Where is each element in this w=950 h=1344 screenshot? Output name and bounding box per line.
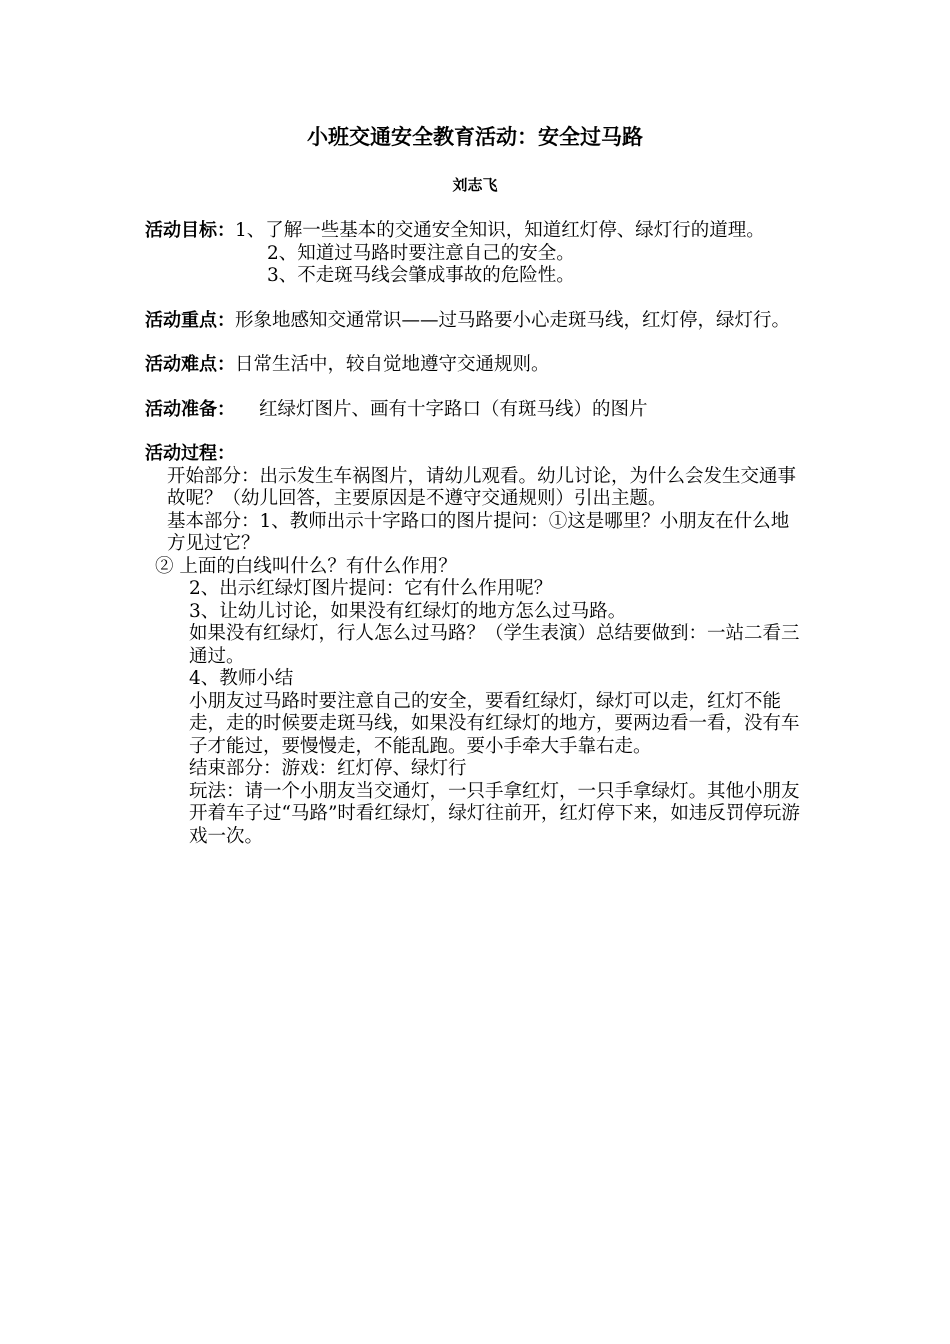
focus-paragraph	[145, 310, 805, 333]
process-paragraph: ② 上面的白线叫什么？有什么作用？	[155, 555, 457, 577]
goals-label: 活动目标：	[145, 220, 235, 241]
preparation-paragraph	[145, 399, 805, 422]
process-paragraph: 2、出示红绿灯图片提问：它有什么作用呢？	[189, 578, 553, 599]
focus-text: 形象地感知交通常识——过马路要小心走斑马线，红灯停，绿灯行。	[235, 309, 791, 331]
goal-item-3: 3、不走斑马线会肇成事故的危险性。	[267, 265, 575, 286]
difficulty-text: 日常生活中，较自觉地遵守交通规则。	[235, 354, 550, 375]
author-name: 刘志飞	[452, 176, 498, 194]
process-paragraph: 如果没有红绿灯，行人怎么过马路？（学生表演）总结要做到：一站二看三通过。	[189, 623, 800, 667]
preparation-label: 活动准备：	[145, 398, 235, 420]
difficulty-label: 活动难点：	[145, 354, 235, 375]
document-body	[145, 220, 805, 848]
document-title: 小班交通安全教育活动：安全过马路	[307, 125, 643, 149]
process-paragraph: 4、教师小结	[189, 668, 294, 689]
process-label: 活动过程：	[145, 443, 235, 464]
process-paragraph: 开始部分：出示发生车祸图片，请幼儿观看。幼儿讨论，为什么会发生交通事故呢？（幼儿回答，主要原因是不遵守交通规则）引出主题。	[167, 465, 797, 509]
preparation-section	[145, 399, 805, 422]
process-paragraph: 基本部分：1、教师出示十字路口的图片提问：①这是哪里？小朋友在什么地方见过它？	[167, 510, 790, 554]
goal-item-1	[145, 220, 805, 243]
process-paragraph: 3、让幼儿讨论，如果没有红绿灯的地方怎么过马路。	[189, 600, 627, 622]
process-paragraph: 玩法：请一个小朋友当交通灯，一只手拿红灯，一只手拿绿灯。其他小朋友开着车子过“马路”时看红绿灯，绿灯往前开，红灯停下来，如违反罚停玩游戏一次。	[189, 780, 800, 847]
difficulty-section	[145, 354, 805, 377]
focus-section	[145, 310, 805, 333]
process-section	[145, 443, 805, 848]
difficulty-paragraph	[145, 354, 805, 377]
process-paragraph: 小朋友过马路时要注意自己的安全，要看红绿灯，绿灯可以走，红灯不能走，走的时候要走斑马线，如果没有红绿灯的地方，要两边看一看，没有车子才能过，要慢慢走，不能乱跑。要小手牵大手靠右走。	[189, 690, 800, 757]
goal-item-1-text: 1、了解一些基本的交通安全知识，知道红灯停、绿灯行的道理。	[235, 220, 765, 241]
goals-section	[145, 220, 805, 288]
focus-label: 活动重点：	[145, 309, 235, 331]
process-paragraph: 结束部分：游戏：红灯停、绿灯行	[189, 758, 467, 779]
preparation-text: 红绿灯图片、画有十字路口（有斑马线）的图片	[259, 398, 648, 420]
goal-item-2: 2、知道过马路时要注意自己的安全。	[267, 242, 575, 264]
